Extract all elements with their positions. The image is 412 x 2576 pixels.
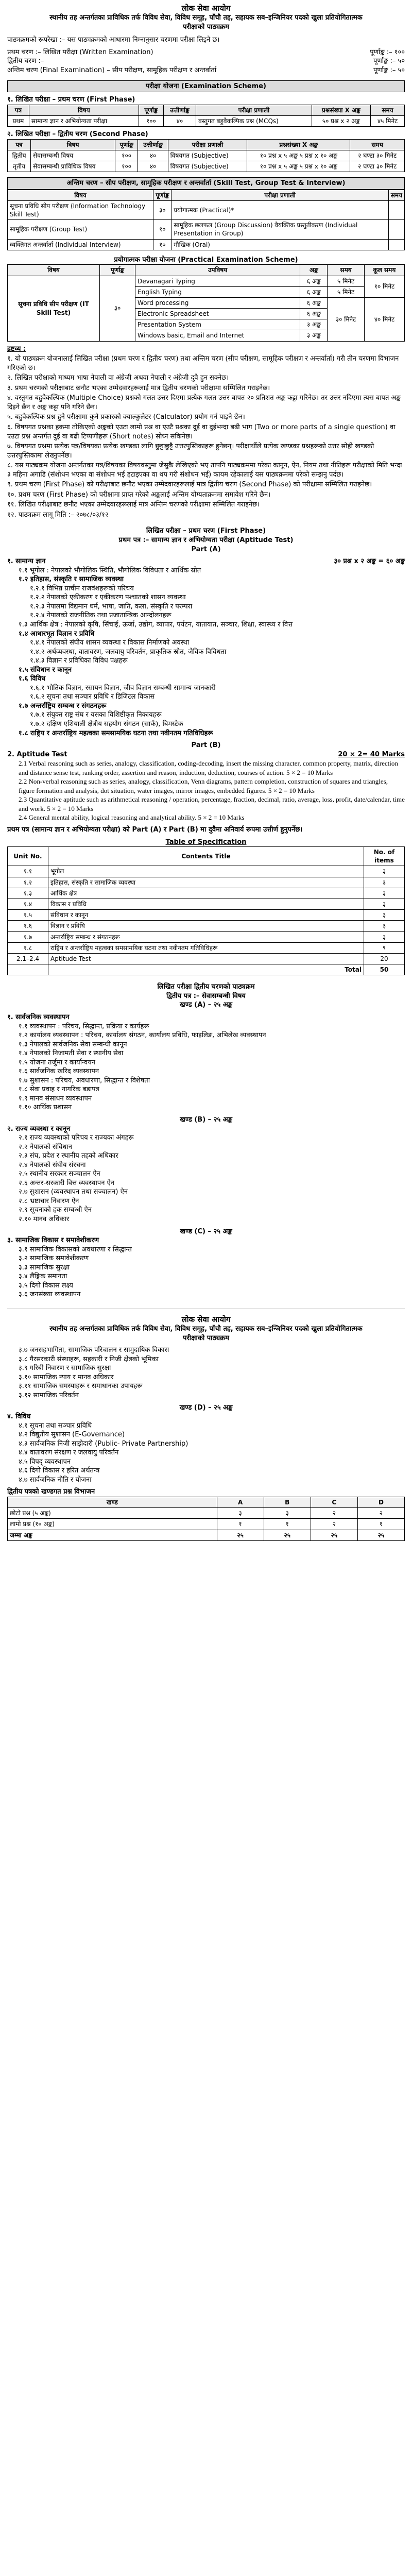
list-item: १.२ कार्यालय व्यवस्थापन : परिचय, कार्यालय संगठन, कार्यालय प्रविधि, फाइलिङ, अभिलेख व्यवस्थापन bbox=[19, 1031, 266, 1040]
table-cell: १.१ bbox=[8, 866, 48, 877]
table-cell: 20 bbox=[364, 953, 405, 964]
table-cell bbox=[388, 239, 404, 250]
list-item: ३.१० सामाजिक न्याय र मानव अधिकार bbox=[19, 1373, 114, 1381]
table-cell: ६ अङ्क bbox=[300, 309, 328, 319]
table-row bbox=[8, 220, 405, 239]
list-item: १.८ सेवा प्रवाह र नागरिक बडापत्र bbox=[19, 1086, 99, 1094]
table-header: परीक्षा प्रणाली bbox=[171, 190, 388, 200]
list-item: ४.३ सार्वजनिक निजी साझेदारी (Public- Private Partnership) bbox=[19, 1439, 188, 1448]
table-cell: विषयगत (Subjective) bbox=[168, 150, 247, 161]
exam-subtitle: परीक्षाको पाठ्यक्रम bbox=[183, 1334, 229, 1342]
table-cell: १.६ bbox=[8, 921, 48, 931]
table-header: उत्तीर्णाङ्क bbox=[163, 105, 196, 115]
note-item: ११. लिखित परीक्षाबाट छनौट भएका उम्मेदवारहरूलाई मात्र अन्तिम चरणको परीक्षामा सम्मिलित गराइनेछ। bbox=[7, 501, 260, 509]
notes-section bbox=[7, 345, 405, 520]
table-row bbox=[8, 1508, 405, 1519]
paper1-subtitle: प्रथम पत्र :– सामान्य ज्ञान र अभियोग्यता परीक्षा (Aptitude Test) bbox=[118, 536, 294, 545]
table-cell: १०० bbox=[115, 150, 138, 161]
table-cell: राष्ट्रिय र अन्तर्राष्ट्रिय महत्वका समसामयिक घटना तथा नवीनतम गतिविधिहरू bbox=[48, 942, 364, 953]
table-cell: ५ मिनेट bbox=[328, 286, 365, 297]
list-item: ३.९ गरिबी निवारण र सामाजिक सुरक्षा bbox=[19, 1364, 111, 1372]
table-header: परीक्षा प्रणाली bbox=[168, 139, 247, 150]
table-cell: ३ bbox=[364, 910, 405, 921]
table-cell: ३० bbox=[153, 200, 171, 219]
table-cell: आर्थिक क्षेत्र bbox=[48, 888, 364, 899]
commission-title: लोक सेवा आयोग bbox=[181, 4, 231, 13]
table-cell: २ bbox=[311, 1508, 357, 1519]
table-cell: १० प्रश्न x ५ अङ्क ५ प्रश्न x १० अङ्क bbox=[247, 161, 350, 172]
table-row bbox=[8, 161, 405, 172]
practical-table bbox=[7, 264, 405, 341]
table-cell: छोटो प्रश्न (५ अङ्क) bbox=[8, 1508, 217, 1519]
spec-title: Table of Specification bbox=[165, 838, 247, 846]
list-item: १.२.२ नेपालको एकीकरण र एकीकरण पश्चातको शासन व्यवस्था bbox=[30, 594, 186, 602]
phase2-label: द्वितीय चरण :– bbox=[7, 57, 44, 65]
list-item: १.४.१ नेपालको संघीय शासन व्यवस्था र विकास निर्माणको अवस्था bbox=[30, 639, 190, 647]
table-header: विषय bbox=[8, 190, 153, 200]
table-cell: English Typing bbox=[135, 286, 300, 297]
part-ab-note: प्रथम पत्र (सामान्य ज्ञान र अभियोग्यता परीक्षा) को Part (A) र Part (B) मा दुवैमा अनिवार्य रूपमा उत्तीर्ण हुनुपर्नेछ। bbox=[7, 825, 303, 834]
table-cell: २५ bbox=[264, 1530, 311, 1540]
table-cell: २ bbox=[311, 1519, 357, 1530]
phase-summary bbox=[7, 48, 405, 75]
table-header: पूर्णाङ्क bbox=[139, 105, 163, 115]
table-cell: ३ bbox=[364, 866, 405, 877]
list-item: ३.५ दिगो विकास लक्ष्य bbox=[19, 1281, 73, 1290]
list-item: २.९ सूचनाको हक सम्बन्धी ऐन bbox=[19, 1206, 92, 1214]
table-cell: मौखिक (Oral) bbox=[171, 239, 388, 250]
table-header: परीक्षा प्रणाली bbox=[196, 105, 312, 115]
phase1-table bbox=[7, 105, 405, 127]
table-cell: २ घण्टा ३० मिनेट bbox=[350, 161, 405, 172]
table-cell: Aptitude Test bbox=[48, 953, 364, 964]
table-row bbox=[8, 1519, 405, 1530]
list-item: १.७ अन्तर्राष्ट्रिय सम्बन्ध र संगठनहरू bbox=[19, 702, 107, 710]
table-header: उपविषय bbox=[135, 265, 300, 276]
final-table bbox=[7, 190, 405, 250]
table-row bbox=[8, 964, 405, 975]
table-cell: १.८ bbox=[8, 942, 48, 953]
paper1-part-b: Part (B) bbox=[191, 741, 221, 750]
distribution-title: द्वितीय पत्रको खण्डगत प्रश्न विभाजन bbox=[7, 1488, 95, 1496]
section-title: २. राज्य व्यवस्था र कानून bbox=[7, 1125, 71, 1133]
list-item: 2.3 Quantitative aptitude such as arithmetical reasoning / operation, percentage, fraction, decimal, ratio, average, loss, profit, date/calendar, time and work. 5 × 2 = 10 Marks bbox=[19, 795, 405, 812]
list-item: २.५ स्थानीय सरकार सञ्चालन ऐन bbox=[19, 1170, 100, 1178]
table-header: विषय bbox=[31, 139, 115, 150]
section-title: १. सामान्य ज्ञान bbox=[7, 557, 46, 566]
table-cell bbox=[388, 220, 404, 239]
syllabus-list bbox=[7, 1421, 405, 1485]
list-item: ४.६ दिगो विकास र हरित अर्थतन्त्र bbox=[19, 1467, 100, 1475]
table-cell: ५० प्रश्न x २ अङ्क bbox=[312, 115, 370, 126]
table-cell: ३ bbox=[264, 1508, 311, 1519]
syllabus-list bbox=[7, 1133, 405, 1224]
table-header: विषय bbox=[8, 265, 100, 276]
distribution-table bbox=[7, 1497, 405, 1541]
table-header: कूल समय bbox=[364, 265, 404, 276]
table-cell: ३ अङ्क bbox=[300, 319, 328, 330]
list-item: १.४.२ अर्थव्यवस्था, वातावरण, जलवायु परिवर्तन, प्राकृतिक स्रोत, जैविक विविधता bbox=[30, 648, 227, 656]
table-row bbox=[8, 921, 405, 931]
note-item: ९. प्रथम चरण (First Phase) को परीक्षाबाट छनौट भएका उम्मेदवारहरूलाई मात्र द्वितीय चरण (Second Phase) को परीक्षामा सम्मिलित गराइनेछ। bbox=[7, 481, 372, 489]
list-item: २.१० मानव अधिकार bbox=[19, 1215, 70, 1223]
list-item: १.४.३ विज्ञान र प्रविधिका विविध पक्षहरू bbox=[30, 657, 128, 665]
table-cell: सूचना प्रविधि सीप परीक्षण (IT Skill Test) bbox=[8, 276, 100, 341]
list-item: ३.६ जनसंख्या व्यवस्थापन bbox=[19, 1291, 81, 1299]
table-header: D bbox=[357, 1497, 404, 1508]
table-header: पूर्णाङ्क bbox=[153, 190, 171, 200]
phase1-marks: पूर्णाङ्क :– १०० bbox=[370, 48, 405, 56]
table-cell: Devanagari Typing bbox=[135, 276, 300, 286]
table-cell: २५ bbox=[217, 1530, 264, 1540]
table-header: Unit No. bbox=[8, 847, 48, 866]
list-item: १.४ आधारभूत विज्ञान र प्रविधि bbox=[19, 630, 95, 638]
list-item: १.६ सार्वजनिक खरिद व्यवस्थापन bbox=[19, 1067, 99, 1076]
list-item: ४.५ विपद् व्यवस्थापन bbox=[19, 1458, 71, 1466]
table-cell: ६ अङ्क bbox=[300, 286, 328, 297]
section-header bbox=[7, 557, 405, 566]
list-item: १.३ आर्थिक क्षेत्र : नेपालको कृषि, सिंचाई, ऊर्जा, उद्योग, व्यापार, पर्यटन, यातायात, सञ्चार, शिक्षा, स्वास्थ्य र वित्त bbox=[19, 620, 293, 629]
table-cell: भूगोल bbox=[48, 866, 364, 877]
section-d-title: खण्ड (D) – २५ अङ्क bbox=[179, 1403, 233, 1412]
list-item: ४.४ वातावरण संरक्षण र जलवायु परिवर्तन bbox=[19, 1449, 119, 1457]
table-cell bbox=[8, 964, 48, 975]
exam-title: स्थानीय तह अन्तर्गतका प्राविधिक तर्फ विविध सेवा, विविध समूह, पाँचौ तह, सहायक सब–इन्जिनियर पदको खुला प्रतियोगितात्मक bbox=[49, 1325, 363, 1333]
table-row bbox=[8, 942, 405, 953]
table-row bbox=[8, 888, 405, 899]
table-row bbox=[8, 150, 405, 161]
list-item: ३.१२ सामाजिक परिवर्तन bbox=[19, 1392, 79, 1399]
table-cell: १०० bbox=[115, 161, 138, 172]
table-cell: ३० मिनेट bbox=[328, 297, 365, 341]
commission-title: लोक सेवा आयोग bbox=[181, 1314, 231, 1324]
list-item: १.८ राष्ट्रिय र अन्तर्राष्ट्रिय महत्वका समसामयिक घटना तथा नवीनतम गतिविधिहरू bbox=[19, 729, 213, 737]
table-cell: प्रयोगात्मक (Practical)* bbox=[171, 200, 388, 219]
list-item: ४.७ सार्वजनिक नीति र योजना bbox=[19, 1476, 92, 1484]
table-cell: विज्ञान र प्रविधि bbox=[48, 921, 364, 931]
table-cell: १० bbox=[153, 220, 171, 239]
table-cell: १० bbox=[153, 239, 171, 250]
scheme-title: परीक्षा योजना (Examination Scheme) bbox=[7, 80, 405, 93]
table-cell: ३ अङ्क bbox=[300, 330, 328, 341]
table-cell: ४० मिनेट bbox=[364, 297, 404, 341]
table-header: समय bbox=[371, 105, 405, 115]
note-item: ७. विषयगत प्रश्नमा प्रत्येक पत्र/विषयका प्रत्येक खण्डका लागि छुट्टाछुट्टै उत्तरपुस्तिकाहरू हुनेछन्। परीक्षार्थीले प्रत्येक खण्डका प्रश्नहरूको उत्तर सोही खण्डको उत्तरपुस्तिकामा लेख्नुपर्नेछ। bbox=[7, 443, 374, 460]
table-cell: ५ मिनेट bbox=[328, 276, 365, 286]
table-cell: ६ अङ्क bbox=[300, 297, 328, 308]
list-item: १.१० आर्थिक प्रशासन bbox=[19, 1104, 72, 1112]
table-cell: विकास र प्रविधि bbox=[48, 899, 364, 910]
final-title: अन्तिम चरण – सीप परीक्षण, सामूहिक परीक्षण र अन्तर्वार्ता (Skill Test, Group Test & Interview) bbox=[7, 177, 405, 190]
table-cell: ३ bbox=[364, 888, 405, 899]
note-item: ६. विषयगत प्रश्नका हकमा तोकिएको अङ्कको एउटा लामो प्रश्न वा एउटै प्रश्नका दुई वा दुईभन्दा बढी भाग (Two or more parts of a single question) वा एउटा प्रश्न अन्तर्गत दुई वा बढी टिप्पणीहरू (Short notes) सोध्न सकिनेछ। bbox=[7, 423, 396, 440]
section-title: ४. विविध bbox=[7, 1413, 31, 1421]
practical-title: प्रयोगात्मक परीक्षा योजना (Practical Examination Scheme) bbox=[114, 256, 298, 264]
list-item: ३.१ सामाजिक विकासको अवधारणा र सिद्धान्त bbox=[19, 1245, 132, 1253]
section-marks: ३० प्रश्न x २ अङ्क = ६० अङ्क bbox=[334, 557, 405, 566]
table-cell bbox=[388, 200, 404, 219]
table-row bbox=[8, 866, 405, 877]
table-cell: सेवासम्बन्धी प्राविधिक विषय bbox=[31, 161, 115, 172]
table-cell: २ घण्टा ३० मिनेट bbox=[350, 150, 405, 161]
table-cell: प्रथम bbox=[8, 115, 29, 126]
table-cell: ६ अङ्क bbox=[300, 276, 328, 286]
phase1-title: १. लिखित परीक्षा – प्रथम चरण (First Phase) bbox=[7, 96, 135, 104]
section-header bbox=[7, 750, 405, 759]
exam-subtitle: परीक्षाको पाठ्यक्रम bbox=[183, 23, 229, 31]
phase2-marks: पूर्णाङ्क :– ५० bbox=[373, 57, 405, 65]
table-header: अङ्क bbox=[300, 265, 328, 276]
paper2-subtitle: द्वितीय पत्र :– सेवासम्बन्धी विषय bbox=[166, 992, 246, 1000]
table-cell: सूचना प्रविधि सीप परीक्षण (Information Technology Skill Test) bbox=[8, 200, 153, 219]
note-item: १०. प्रथम चरण (First Phase) को परीक्षामा प्राप्त गरेको अङ्कलाई अन्तिम योग्यताक्रममा समावेश गरिने छैन। bbox=[7, 490, 271, 499]
note-item: २. लिखित परीक्षाको माध्यम भाषा नेपाली वा अंग्रेजी अथवा नेपाली र अंग्रेजी दुवै हुन सक्नेछ। bbox=[7, 374, 229, 382]
table-cell: १०० bbox=[139, 115, 163, 126]
table-cell: तृतीय bbox=[8, 161, 31, 172]
table-header: पूर्णाङ्क bbox=[100, 265, 135, 276]
table-cell: १० मिनेट bbox=[364, 276, 404, 297]
list-item: ३.२ सामाजिक समावेशीकरण bbox=[19, 1255, 89, 1263]
table-row bbox=[8, 239, 405, 250]
list-item: ४.२ विद्युतीय सुशासन (E-Governance) bbox=[19, 1431, 125, 1439]
table-cell: २५ bbox=[357, 1530, 404, 1540]
syllabus-list bbox=[7, 1022, 405, 1112]
list-item: १.१ व्यवस्थापन : परिचय, सिद्धान्त, प्रक्रिया र कार्यहरू bbox=[19, 1022, 149, 1030]
list-item: १.६.१ भौतिक विज्ञान, रसायन विज्ञान, जीव विज्ञान सम्बन्धी सामान्य जानकारी bbox=[30, 684, 216, 692]
table-cell: २५ bbox=[311, 1530, 357, 1540]
table-cell: १.३ bbox=[8, 888, 48, 899]
table-cell: ९ bbox=[364, 942, 405, 953]
table-cell: ३ bbox=[364, 931, 405, 942]
table-cell: १.७ bbox=[8, 931, 48, 942]
list-item: १.५ संविधान र कानून bbox=[19, 666, 72, 674]
table-row bbox=[8, 910, 405, 921]
section-title: १. सार्वजनिक व्यवस्थापन bbox=[7, 1013, 70, 1021]
table-cell: Electronic Spreadsheet bbox=[135, 309, 300, 319]
list-item: २.१ राज्य व्यवस्थाको परिचय र राज्यका अंगहरू bbox=[19, 1134, 134, 1142]
table-row bbox=[8, 899, 405, 910]
spec-table bbox=[7, 846, 405, 975]
final-label: अन्तिम चरण (Final Examination) – सीप परीक्षण, सामूहिक परीक्षण र अन्तर्वार्ता bbox=[7, 66, 217, 74]
section-a-title: खण्ड (A) – २५ अङ्क bbox=[180, 1001, 232, 1009]
list-item: ३.८ गैरसरकारी संस्थाहरू, सहकारी र निजी क्षेत्रको भूमिका bbox=[19, 1355, 159, 1363]
phase1-label: प्रथम चरण :– लिखित परीक्षा (Written Examination) bbox=[7, 48, 153, 56]
list-item: २.६ अन्तर-सरकारी वित्त व्यवस्थापन ऐन bbox=[19, 1179, 114, 1187]
table-header: A bbox=[217, 1497, 264, 1508]
list-item: २.३ संघ, प्रदेश र स्थानीय तहको अधिकार bbox=[19, 1152, 118, 1160]
note-item: ४. वस्तुगत बहुवैकल्पिक (Multiple Choice) प्रश्नको गलत उत्तर दिएमा प्रत्येक गलत उत्तर बापत २० प्रतिशत अङ्क कट्टा गरिनेछ। तर उत्तर नदिएमा त्यस बापत अङ्क दिइने छैन र अङ्क कट्टा पनि गरिने छैन। bbox=[7, 394, 401, 411]
table-row bbox=[8, 276, 405, 286]
list-item: २.७ सुशासन (व्यवस्थापन तथा सञ्चालन) ऐन bbox=[19, 1188, 128, 1196]
syllabus-list bbox=[7, 566, 405, 738]
list-item: १.२.३ नेपालमा विद्यमान धर्म, भाषा, जाति, कला, संस्कृति र परम्परा bbox=[30, 602, 193, 611]
section-title: ३. सामाजिक विकास र समावेशीकरण bbox=[7, 1236, 99, 1245]
table-header: विषय bbox=[29, 105, 139, 115]
table-cell: Word processing bbox=[135, 297, 300, 308]
note-item: १२. पाठ्यक्रम लागू मिति :– २०७८/०३/१२ bbox=[7, 511, 109, 519]
table-cell: ४० bbox=[138, 150, 168, 161]
list-item: १.६ विविध bbox=[19, 675, 46, 683]
list-item: ४.१ सूचना तथा सञ्चार प्रविधि bbox=[19, 1421, 92, 1430]
note-item: १. यो पाठ्यक्रम योजनालाई लिखित परीक्षा (प्रथम चरण र द्वितीय चरण) तथा अन्तिम चरण (सीप परीक्षण, सामूहिक परीक्षण र अन्तर्वार्ता) गरी तीन चरणमा विभाजन गरिएको छ। bbox=[7, 355, 399, 372]
table-cell: ४५ मिनेट bbox=[371, 115, 405, 126]
table-row bbox=[8, 953, 405, 964]
section-title: 2. Aptitude Test bbox=[7, 750, 67, 758]
section-b-title: खण्ड (B) – २५ अङ्क bbox=[180, 1115, 232, 1124]
table-header: पत्र bbox=[8, 105, 29, 115]
list-item: १.७.१ संयुक्त राष्ट्र संघ र यसका विशिष्टीकृत निकायहरू bbox=[30, 711, 162, 719]
table-row bbox=[8, 877, 405, 888]
table-row bbox=[8, 115, 405, 126]
table-row bbox=[8, 200, 405, 219]
table-header: खण्ड bbox=[8, 1497, 217, 1508]
note-item: ३. प्रथम चरणको परीक्षाबाट छनौट भएका उम्मेदवारहरूलाई मात्र द्वितीय चरणको परीक्षामा सम्मिलित गराइनेछ। bbox=[7, 384, 270, 392]
table-header: प्रश्नसंख्या X अङ्क bbox=[312, 105, 370, 115]
list-item: १.७.२ दक्षिण एशियाली क्षेत्रीय सहयोग संगठन (सार्क), बिमस्टेक bbox=[30, 720, 183, 728]
table-cell: १ bbox=[357, 1519, 404, 1530]
note-item: ५. बहुवैकल्पिक प्रश्न हुने परीक्षामा कुनै प्रकारको क्याल्कुलेटर (Calculator) प्रयोग गर्न पाइने छैन। bbox=[7, 413, 245, 421]
section-c-title: खण्ड (C) – २५ अङ्क bbox=[180, 1227, 232, 1235]
intro-text: पाठ्यक्रमको रूपरेखा :– यस पाठ्यक्रमको आधारमा निम्नानुसार चरणमा परीक्षा लिइने छ। bbox=[7, 36, 220, 44]
list-item: १.१ भूगोल : नेपालको भौगोलिक स्थिति, भौगोलिक विविधता र आर्थिक स्रोत bbox=[19, 566, 201, 574]
table-cell: लामो प्रश्न (१० अङ्क) bbox=[8, 1519, 217, 1530]
table-cell: Presentation System bbox=[135, 319, 300, 330]
list-item: २.२ नेपालको संविधान bbox=[19, 1143, 73, 1151]
table-header: समय bbox=[328, 265, 365, 276]
table-cell: Total bbox=[48, 964, 364, 975]
table-header: No. of items bbox=[364, 847, 405, 866]
list-item: १.७ सुशासन : परिचय, अवधारणा, सिद्धान्त र विशेषता bbox=[19, 1076, 150, 1084]
table-header: पत्र bbox=[8, 139, 31, 150]
paper2-title: लिखित परीक्षा द्वितीय चरणको पाठ्यक्रम bbox=[157, 983, 255, 991]
table-cell: ३ bbox=[364, 877, 405, 888]
list-item: ३.३ सामाजिक सुरक्षा bbox=[19, 1263, 70, 1272]
table-cell: १० प्रश्न x ५ अङ्क ५ प्रश्न x १० अङ्क bbox=[247, 150, 350, 161]
table-cell: वस्तुगत बहुवैकल्पिक प्रश्न (MCQs) bbox=[196, 115, 312, 126]
list-item: ३.११ सामाजिक समस्याहरू र समाधानका उपायहरू bbox=[19, 1382, 143, 1391]
table-cell: Windows basic, Email and Internet bbox=[135, 330, 300, 341]
list-item: ३.४ लैङ्गिक समानता bbox=[19, 1273, 67, 1281]
table-header: समय bbox=[388, 190, 404, 200]
table-cell: ३ bbox=[364, 921, 405, 931]
list-item: २.४ नेपालको संघीय संरचना bbox=[19, 1161, 86, 1169]
table-cell: विषयगत (Subjective) bbox=[168, 161, 247, 172]
list-item: १.९ मानव संसाधन व्यवस्थापन bbox=[19, 1094, 92, 1103]
section-marks: 20 × 2= 40 Marks bbox=[338, 750, 405, 758]
list-item: ३.७ जनसहभागिता, सामाजिक परिचालन र सामुदायिक विकास bbox=[19, 1346, 169, 1354]
list-item: 2.4 General mental ability, logical reasoning and analytical ability. 5 × 2 = 10 Marks bbox=[19, 814, 245, 822]
paper1-part-a: Part (A) bbox=[191, 545, 221, 553]
aptitude-list bbox=[7, 759, 405, 822]
list-item: २.८ भ्रष्टाचार निवारण ऐन bbox=[19, 1197, 79, 1205]
final-marks: पूर्णाङ्क :– ५० bbox=[373, 66, 405, 74]
list-item: १.२ इतिहास, संस्कृति र सामाजिक व्यवस्था bbox=[19, 575, 124, 584]
table-cell: सामूहिक परीक्षण (Group Test) bbox=[8, 220, 153, 239]
list-item: 2.2 Non-verbal reasoning such as series, analogy, classification, Venn diagrams, pattern completion, construction of squares and triangles, figure formation and analysis, dot situation, water images, mirror images, embedded figures. 5 × 2 = 10 Marks bbox=[19, 777, 388, 794]
table-header: उत्तीर्णाङ्क bbox=[138, 139, 168, 150]
table-cell: अन्तर्राष्ट्रिय सम्बन्ध र संगठनहरू bbox=[48, 931, 364, 942]
table-cell: सामूहिक छलफल (Group Discussion) वैयक्तिक प्रस्तुतीकरण (Individual Presentation in Group) bbox=[171, 220, 388, 239]
table-cell: १.५ bbox=[8, 910, 48, 921]
table-cell: 50 bbox=[364, 964, 405, 975]
table-cell: सेवासम्बन्धी विषय bbox=[31, 150, 115, 161]
table-cell: संविधान र कानून bbox=[48, 910, 364, 921]
list-item: १.६.२ सूचना तथा सञ्चार प्रविधि र डिजिटल विकास bbox=[30, 693, 155, 701]
table-cell: २ bbox=[357, 1508, 404, 1519]
table-cell: ४० bbox=[138, 161, 168, 172]
table-cell: जम्मा अङ्क bbox=[8, 1530, 217, 1540]
paper1-title: लिखित परीक्षा – प्रथम चरण (First Phase) bbox=[146, 527, 266, 535]
table-header: पूर्णाङ्क bbox=[115, 139, 138, 150]
syllabus-list bbox=[7, 1245, 405, 1299]
note-item: ८. यस पाठ्यक्रम योजना अन्तर्गतका पत्र/विषयका विषयवस्तुमा जेसुकै लेखिएको भए तापनि पाठ्यक्रममा परेका कानून, ऐन, नियम तथा नीतिहरू परीक्षाको मिति भन्दा ३ महिना अगाडि (संशोधन भएका वा संशोधन भई हटाइएका वा थप गरी संशोधन भई) कायम रहेकालाई यस पाठ्यक्रममा परेको सम्झनु पर्दछ। bbox=[7, 462, 402, 479]
syllabus-list bbox=[7, 1346, 405, 1400]
table-header: C bbox=[311, 1497, 357, 1508]
table-row bbox=[8, 931, 405, 942]
table-cell: ४० bbox=[163, 115, 196, 126]
phase2-title: २. लिखित परीक्षा – द्वितीय चरण (Second Phase) bbox=[7, 130, 148, 138]
table-cell: १ bbox=[217, 1519, 264, 1530]
table-header: प्रश्नसंख्या X अङ्क bbox=[247, 139, 350, 150]
list-item: १.५ योजना तर्जुमा र कार्यान्वयन bbox=[19, 1058, 95, 1066]
table-cell: द्वितीय bbox=[8, 150, 31, 161]
exam-title: स्थानीय तह अन्तर्गतका प्राविधिक तर्फ विविध सेवा, विविध समूह, पाँचौ तह, सहायक सब–इन्जिनियर पदको खुला प्रतियोगितात्मक bbox=[49, 14, 363, 22]
table-header: समय bbox=[350, 139, 405, 150]
notes-title: द्रष्टव्य : bbox=[7, 345, 26, 353]
table-cell: ३ bbox=[364, 899, 405, 910]
table-cell: सामान्य ज्ञान र अभियोग्यता परीक्षा bbox=[29, 115, 139, 126]
table-cell: 2.1–2.4 bbox=[8, 953, 48, 964]
table-cell: ३ bbox=[217, 1508, 264, 1519]
list-item: 2.1 Verbal reasoning such as series, analogy, classification, coding-decoding, insert the missing character, common property, matrix, direction and distance sense test, ranking order, assertion and reason, induction, deduction, courses of action. 5 × 2 = 10 Marks bbox=[19, 759, 398, 776]
list-item: १.२.१ विभिन्न प्राचीन राजवंशहरूको परिचय bbox=[30, 584, 134, 592]
table-cell: १.२ bbox=[8, 877, 48, 888]
table-cell: १ bbox=[264, 1519, 311, 1530]
list-item: १.३ नेपालको सार्वजनिक सेवा सम्बन्धी कानून bbox=[19, 1040, 127, 1048]
table-header: Contents Title bbox=[48, 847, 364, 866]
table-header: B bbox=[264, 1497, 311, 1508]
table-cell: इतिहास, संस्कृति र सामाजिक व्यवस्था bbox=[48, 877, 364, 888]
list-item: १.४ नेपालको निजामती सेवा र स्थानीय सेवा bbox=[19, 1049, 124, 1058]
table-cell: ३० bbox=[100, 276, 135, 341]
table-row bbox=[8, 1530, 405, 1540]
table-cell: १.४ bbox=[8, 899, 48, 910]
table-cell: व्यक्तिगत अन्तर्वार्ता (Individual Interview) bbox=[8, 239, 153, 250]
list-item: १.२.४ नेपालको राजनीतिक तथा प्रजातान्त्रिक आन्दोलनहरू bbox=[30, 612, 171, 620]
phase2-table bbox=[7, 139, 405, 173]
